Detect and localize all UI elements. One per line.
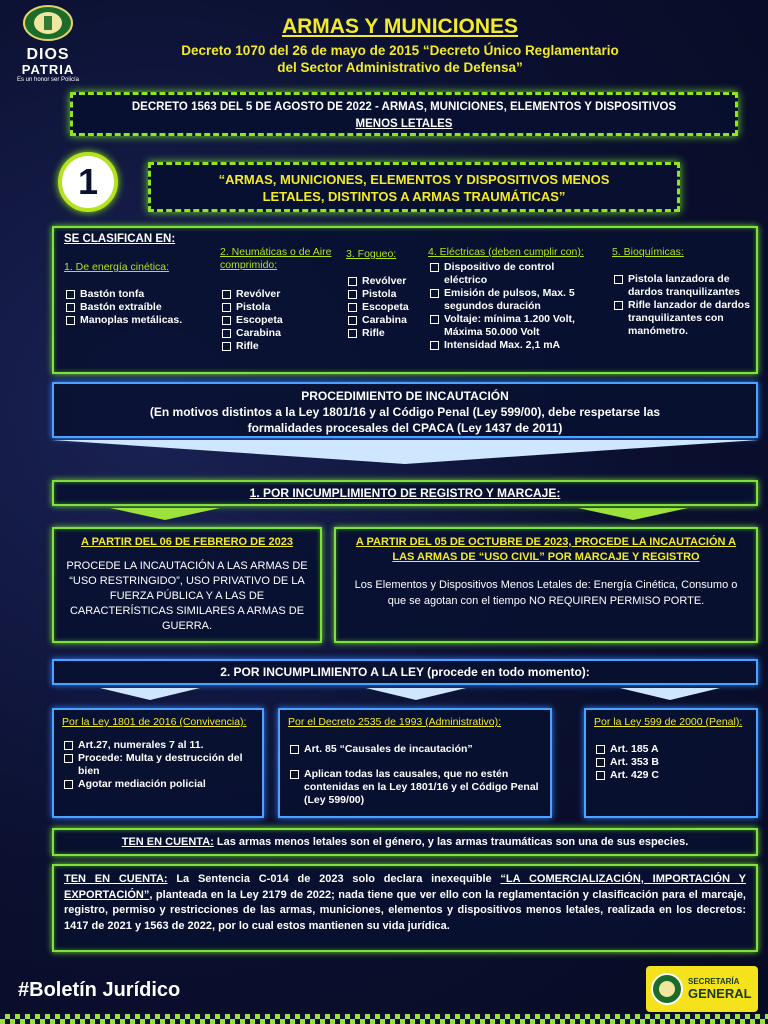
list-item: Pistola	[220, 301, 340, 314]
law-box-title: Por la Ley 599 de 2000 (Penal):	[594, 716, 743, 728]
logo-motto: Es un honor ser Policía	[16, 77, 80, 83]
list-item: Pistola	[346, 288, 426, 301]
registry-left-body: PROCEDE LA INCAUTACIÓN A LAS ARMAS DE “USO RESTRINGIDO”, USO PRIVATIVO DE LA FUERZA PÚBLICA Y A LAS DE CARACTERÍSTICAS SIMILARES A ARMAS DE GUERRA.	[66, 560, 308, 632]
note-quote: “LA COMERCIALIZACIÓN, IMPORTACIÓN Y EXPORTACIÓN”	[64, 873, 746, 901]
list-item: Bastón extraíble	[64, 301, 214, 314]
note-label: TEN EN CUENTA:	[64, 873, 168, 885]
procedure-title: PROCEDIMIENTO DE INCAUTACIÓN	[301, 389, 509, 403]
classification-box	[52, 226, 758, 374]
list-item: Carabina	[220, 327, 340, 340]
decree-banner-line1: DECRETO 1563 DEL 5 DE AGOSTO DE 2022 - ARMAS, MUNICIONES, ELEMENTOS Y DISPOSITIVOS	[131, 101, 677, 113]
list-item: Carabina	[346, 314, 426, 327]
registry-right-title: A PARTIR DEL 05 DE OCTUBRE DE 2023, PROCEDE LA INCAUTACIÓN A LAS ARMAS DE “USO CIVIL” POR MARCAJE Y REGISTRO	[355, 536, 737, 563]
class-col-title: 3. Fogueo:	[346, 248, 397, 260]
list-item: Dispositivo de control eléctrico	[428, 261, 600, 287]
hashtag-boletin: #Boletín Jurídico	[18, 979, 181, 1001]
list-item: Art. 85 “Causales de incautación”	[288, 743, 542, 756]
registry-right-body: Los Elementos y Dispositivos Menos Letales de: Energía Cinética, Consumo o que se agotan con el tiempo NO REQUIREN PERMISO PORTE.	[354, 579, 738, 607]
list-item: Art. 185 A	[594, 743, 748, 756]
class-col-title: 4. Eléctricas (deben cumplir con):	[428, 246, 584, 258]
decree-banner	[70, 92, 738, 136]
decree-banner-line2: MENOS LETALES	[355, 118, 453, 130]
secretaria-line2: GENERAL	[688, 986, 752, 1001]
class-col-pneumatic	[220, 246, 340, 353]
registry-heading: 1. POR INCUMPLIMIENTO DE REGISTRO Y MARCAJE:	[52, 480, 758, 506]
class-col-list	[220, 288, 340, 353]
registry-right-box	[334, 527, 758, 643]
class-col-blank	[346, 248, 426, 340]
class-col-biochemical	[612, 246, 750, 338]
list-item: Agotar mediación policial	[62, 778, 254, 791]
law-arrow-center	[366, 688, 466, 700]
section1-title-line1: “ARMAS, MUNICIONES, ELEMENTOS Y DISPOSITIVOS MENOS	[218, 172, 610, 187]
class-col-list	[612, 273, 750, 338]
list-item: Art. 353 B	[594, 756, 748, 769]
list-item: Rifle	[220, 340, 340, 353]
list-item: Pistola lanzadora de dardos tranquilizantes	[612, 273, 750, 299]
list-item: Emisión de pulsos, Max. 5 segundos duración	[428, 287, 600, 313]
list-item: Intensidad Max. 2,1 mA	[428, 339, 600, 352]
footer-checker-strip	[0, 1014, 768, 1024]
class-col-list	[346, 275, 426, 340]
class-col-title: 2. Neumáticas o de Aire comprimido:	[220, 246, 332, 271]
note-sentence-box	[52, 864, 758, 952]
section1-title-line2: LETALES, DISTINTOS A ARMAS TRAUMÁTICAS”	[262, 189, 566, 204]
law-box-title: Por el Decreto 2535 de 1993 (Administrativo):	[288, 716, 502, 728]
section-number: 1	[77, 161, 99, 202]
list-item: Escopeta	[346, 301, 426, 314]
law-box-title: Por la Ley 1801 de 2016 (Convivencia):	[62, 716, 247, 728]
page-subtitle-line1: Decreto 1070 del 26 de mayo de 2015 “Decreto Único Reglamentario	[181, 43, 619, 58]
list-item: Art. 429 C	[594, 769, 748, 782]
list-item: Art.27, numerales 7 al 11.	[62, 739, 254, 752]
procedure-box	[52, 382, 758, 438]
logo-patria: PATRIA	[21, 62, 75, 77]
law-arrow-left	[100, 688, 200, 700]
list-item: Rifle	[346, 327, 426, 340]
procedure-arrow	[52, 440, 758, 464]
law-box-list	[62, 739, 254, 791]
class-col-title: 5. Bioquímicas:	[612, 246, 684, 258]
section-number-badge	[58, 152, 118, 212]
classification-heading: SE CLASIFICAN EN:	[64, 233, 176, 245]
note-text-a: La Sentencia C-014 de 2023 solo declara inexequible	[167, 873, 501, 885]
class-col-kinetic	[64, 261, 214, 327]
logo-dios: DIOS	[26, 46, 70, 63]
list-item: Escopeta	[220, 314, 340, 327]
secretaria-line1: SECRETARÍA	[688, 977, 740, 986]
section1-title-box	[148, 162, 680, 212]
class-col-electric	[428, 246, 600, 352]
list-item: Procede: Multa y destrucción del bien	[62, 752, 254, 778]
procedure-line2: formalidades procesales del CPACA (Ley 1437 de 2011)	[247, 421, 563, 435]
list-item: Manoplas metálicas.	[64, 314, 214, 327]
police-seal-icon	[650, 972, 684, 1006]
registry-arrow-right	[578, 508, 688, 520]
page-subtitle-line2: del Sector Administrativo de Defensa”	[277, 60, 523, 75]
law-box-list	[594, 743, 748, 782]
law-box-convivencia	[52, 708, 264, 818]
secretaria-general-logo	[646, 966, 758, 1012]
page-title: ARMAS Y MUNICIONES	[281, 15, 519, 38]
list-item: Voltaje: mínima 1.200 Volt, Máxima 50.000 Volt	[428, 313, 600, 339]
list-item: Rifle lanzador de dardos tranquilizantes con manómetro.	[612, 299, 750, 338]
law-box-administrativo	[278, 708, 552, 818]
law-arrow-right	[620, 688, 720, 700]
list-item: Bastón tonfa	[64, 288, 214, 301]
list-item: Revólver	[346, 275, 426, 288]
registry-left-title: A PARTIR DEL 06 DE FEBRERO DE 2023	[81, 536, 293, 548]
note-species-box	[52, 828, 758, 856]
procedure-line1: (En motivos distintos a la Ley 1801/16 y al Código Penal (Ley 599/00), debe respetarse las	[149, 405, 661, 419]
police-logo	[8, 4, 88, 84]
registry-arrow-left	[110, 508, 220, 520]
list-item: Revólver	[220, 288, 340, 301]
law-box-penal	[584, 708, 758, 818]
note-label: TEN EN CUENTA:	[121, 836, 214, 848]
note-text: Las armas menos letales son el género, y las armas traumáticas son una de sus especies.	[213, 836, 689, 848]
law-box-list	[288, 743, 542, 807]
shield-emblem-icon	[22, 4, 74, 42]
note-text-b: , planteada en la Ley 2179 de 2022; nada tiene que ver ello con la reglamentación y clasificación para el marcaje, registro, permiso y restricciones de las armas, municiones, elementos y dispositivos menos letales, realizada en los decretos: 1417 de 2021 y 1563 de 2022, por lo cual estos mantienen su vida jurídica.	[64, 888, 746, 932]
list-item: Aplican todas las causales, que no estén contenidas en la Ley 1801/16 y el Código Penal (Ley 599/00)	[288, 768, 542, 807]
class-col-list	[64, 288, 214, 327]
class-col-title: 1. De energía cinética:	[64, 261, 170, 273]
registry-left-box	[52, 527, 322, 643]
law-heading: 2. POR INCUMPLIMIENTO A LA LEY (procede en todo momento):	[52, 659, 758, 685]
class-col-list	[428, 261, 600, 352]
